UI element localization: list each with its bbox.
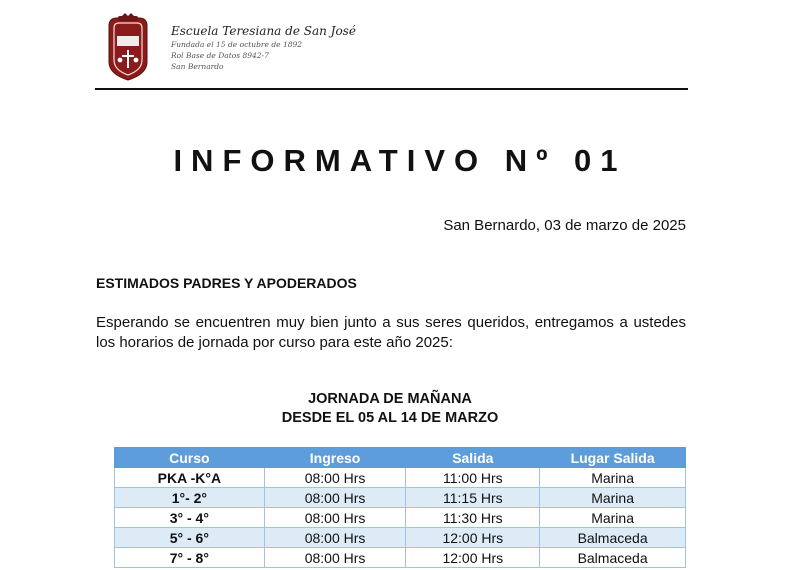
table-row (115, 528, 686, 548)
exit-cell: 12:00 Hrs (406, 528, 540, 548)
exit-place-cell: Marina (540, 488, 686, 508)
section-subtitle: DESDE EL 05 AL 14 DE MARZO (281, 410, 499, 426)
document-date: San Bernardo, 03 de marzo de 2025 (443, 217, 686, 234)
course-cell: PKA -K°A (115, 468, 265, 488)
exit-place-cell: Balmaceda (540, 528, 686, 548)
table-row (115, 508, 686, 528)
school-info (171, 24, 356, 72)
column-header-exit: Salida (406, 448, 540, 468)
entry-cell: 08:00 Hrs (264, 468, 406, 488)
exit-cell: 11:30 Hrs (406, 508, 540, 528)
exit-cell: 12:00 Hrs (406, 548, 540, 568)
exit-place-cell: Marina (540, 508, 686, 528)
table-row (115, 548, 686, 568)
exit-place-cell: Balmaceda (540, 548, 686, 568)
entry-cell: 08:00 Hrs (264, 488, 406, 508)
city-text: San Bernardo (171, 62, 224, 71)
schedule-table (114, 447, 686, 568)
salutation: ESTIMADOS PADRES Y APODERADOS (96, 275, 357, 291)
entry-cell: 08:00 Hrs (264, 548, 406, 568)
body-paragraph: Esperando se encuentren muy bien junto a sus seres queridos, entregamos a ustedes los horarios de jornada por curso para este año 2025: (96, 314, 686, 351)
table-row (115, 468, 686, 488)
rbd-text: Rol Base de Datos 8942-7 (171, 51, 269, 60)
letterhead (95, 10, 688, 90)
course-cell: 5° - 6° (115, 528, 265, 548)
column-header-course: Curso (115, 448, 265, 468)
course-cell: 7° - 8° (115, 548, 265, 568)
exit-place-cell: Marina (540, 468, 686, 488)
table-header-row (115, 448, 686, 468)
column-header-exit-place: Lugar Salida (540, 448, 686, 468)
entry-cell: 08:00 Hrs (264, 528, 406, 548)
school-crest-logo (105, 12, 151, 82)
entry-cell: 08:00 Hrs (264, 508, 406, 528)
exit-cell: 11:00 Hrs (406, 468, 540, 488)
section-title: JORNADA DE MAÑANA (308, 391, 472, 407)
column-header-entry: Ingreso (264, 448, 406, 468)
course-cell: 1°- 2° (115, 488, 265, 508)
table-row (115, 488, 686, 508)
exit-cell: 11:15 Hrs (406, 488, 540, 508)
course-cell: 3° - 4° (115, 508, 265, 528)
school-name: Escuela Teresiana de San José (171, 24, 356, 38)
founded-text: Fundada el 15 de octubre de 1892 (171, 40, 303, 49)
document-title: INFORMATIVO Nº 01 (173, 143, 627, 178)
